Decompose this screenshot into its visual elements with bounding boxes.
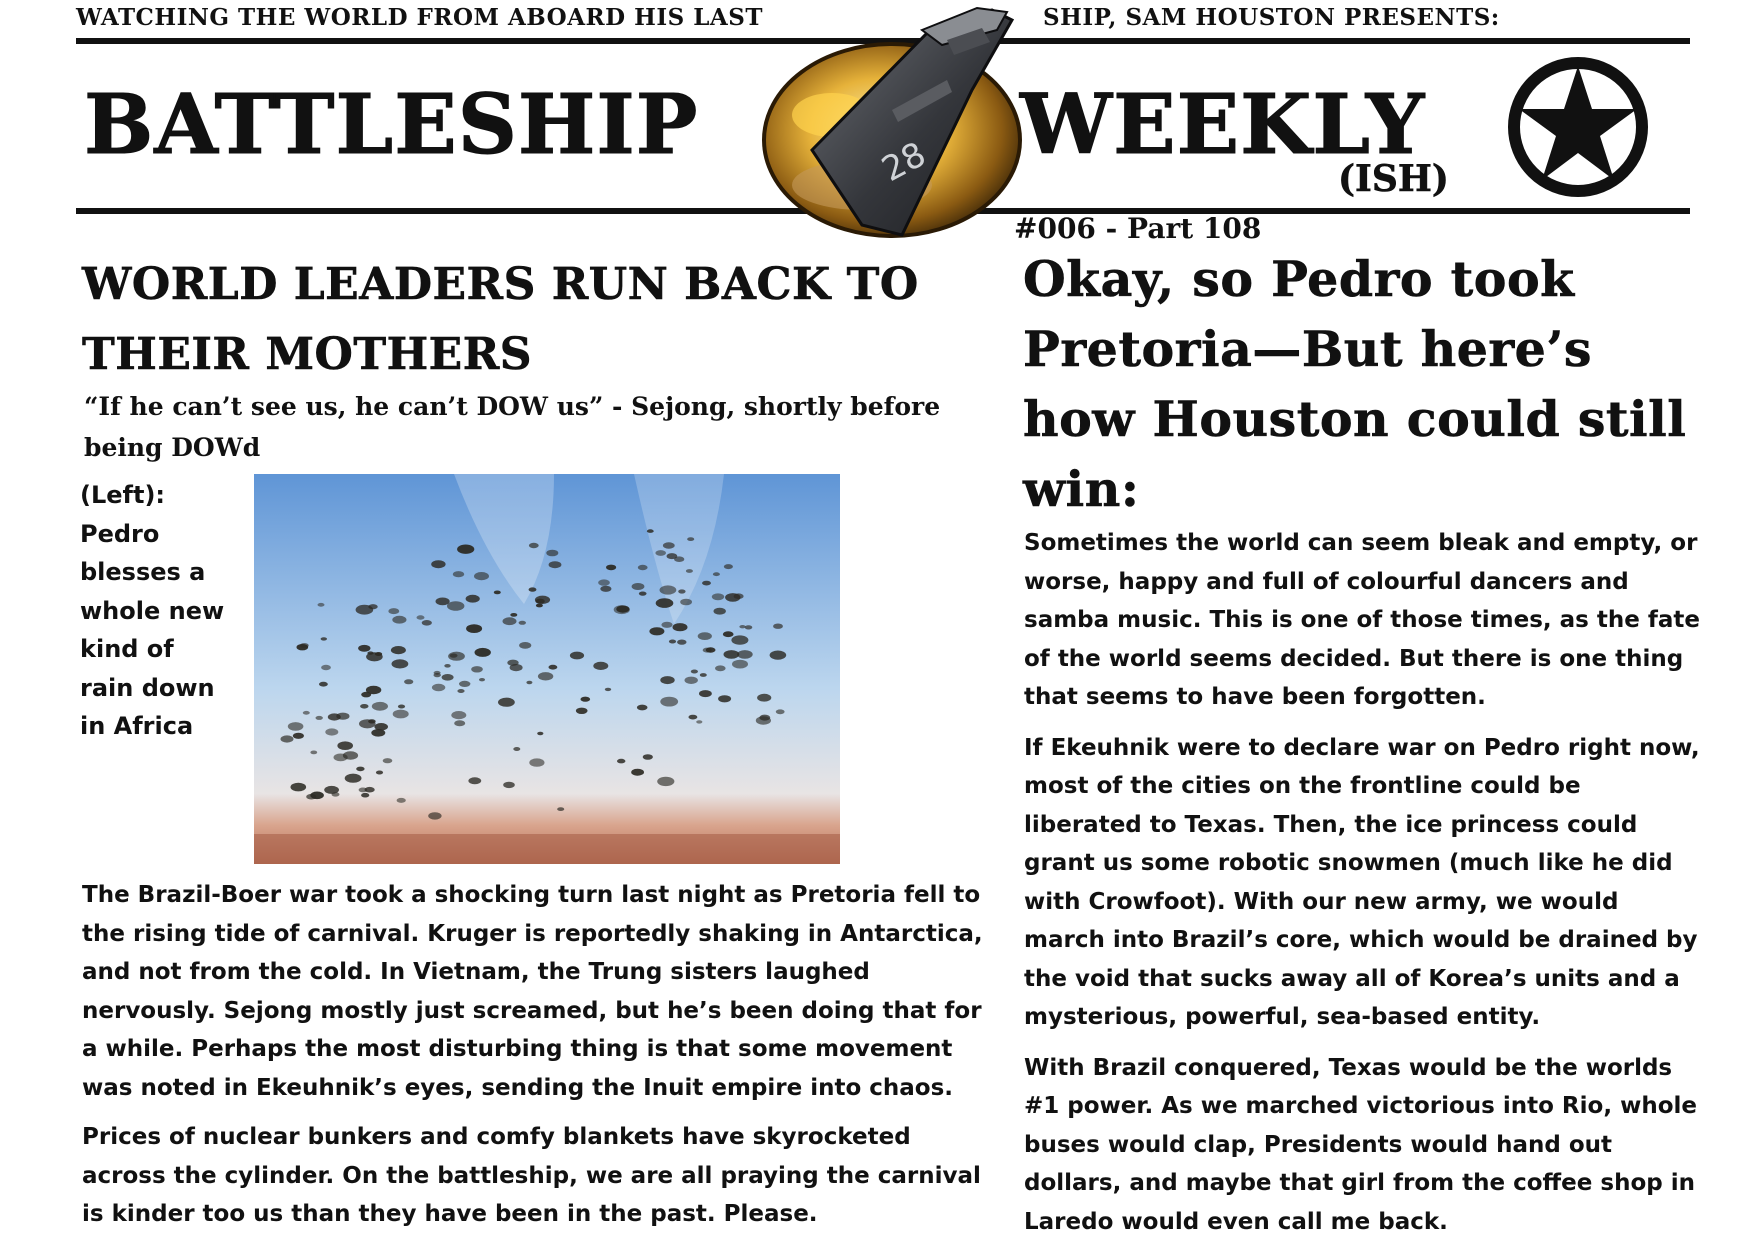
parachute (356, 605, 374, 615)
parachute (734, 593, 744, 599)
parachute (549, 561, 562, 568)
parachute (332, 792, 340, 796)
parachute (356, 767, 364, 772)
parachute (442, 674, 454, 681)
parachute (699, 690, 712, 697)
parachute (388, 608, 399, 614)
photo-caption: (Left): Pedro blesses a whole new kind of rain down in Africa (80, 481, 225, 740)
parachute (655, 550, 666, 556)
parachute (431, 560, 445, 568)
battleship-logo (742, 0, 1042, 242)
parachute (631, 769, 644, 776)
right-headline: Okay, so Pedro took Pretoria—But here’s how Houston could still win: (1023, 250, 1687, 518)
parachute (519, 621, 526, 625)
right-paragraph-1: Sometimes the world can seem bleak and empty, or worse, happy and full of colourful dancers and samba music. This is one of those times, as the fate of the world seems decided. But there is one thing that seems to have been forgotten. (1024, 530, 1700, 710)
left-headline: WORLD LEADERS RUN BACK TO THEIR MOTHERS (82, 259, 919, 380)
masthead-title-right: WEEKLY (1020, 77, 1426, 173)
parachute (383, 758, 393, 763)
parachute (700, 673, 707, 677)
parachute (468, 777, 481, 784)
parachute (422, 620, 432, 626)
parachute (466, 595, 480, 603)
parachute (600, 586, 611, 592)
parachute (288, 722, 304, 731)
parachute (503, 617, 517, 625)
parachute (687, 537, 694, 541)
parachute (417, 615, 425, 619)
parachute (281, 735, 294, 742)
parachute (616, 606, 629, 613)
parachute (656, 598, 674, 608)
parachute (459, 681, 470, 687)
parachute (713, 572, 720, 576)
parachute (770, 651, 787, 660)
parachute (724, 650, 740, 659)
parachute (576, 708, 588, 714)
parachute (660, 697, 678, 707)
parachute (444, 664, 450, 668)
right-paragraph-2: If Ekeuhnik were to declare war on Pedro right now, most of the cities on the frontline could be liberated to Texas. Then, the ice princess could grant us some robotic snowmen (much like he did with Crowfoot). With our new army, we would march into Brazil’s core, which would be drained by the void that sucks away all of Korea’s units and a mysterious, powerful, sea-based entity. (1024, 734, 1700, 1030)
parachute (680, 599, 692, 606)
parachute (321, 637, 327, 640)
parachute (526, 681, 532, 684)
parachute (310, 792, 324, 800)
parachute (319, 682, 328, 687)
parachute (732, 660, 748, 669)
parachute (503, 782, 515, 788)
parachute (773, 624, 783, 629)
parachute (494, 591, 501, 595)
tagline-left: WATCHING THE WORLD FROM ABOARD HIS LAST (76, 4, 763, 31)
tagline-right: SHIP, SAM HOUSTON PRESENTS: (1043, 4, 1500, 31)
parachute (361, 793, 369, 798)
parachute (529, 758, 544, 766)
parachute (549, 665, 558, 670)
parachute (450, 654, 458, 658)
parachute (632, 583, 645, 590)
parachute (457, 689, 464, 693)
parachute (310, 751, 317, 755)
parachute (649, 627, 664, 635)
issue-number: #006 - Part 108 (1014, 212, 1262, 245)
left-article-body (82, 876, 1002, 1245)
parachute (757, 694, 771, 702)
parachute (776, 709, 785, 714)
parachute (570, 652, 584, 660)
parachute (366, 652, 383, 661)
star-in-circle-icon (1503, 52, 1653, 202)
parachute (519, 642, 531, 649)
parachute (686, 569, 693, 573)
parachute (466, 624, 482, 633)
parachute (678, 589, 685, 593)
parachute (293, 733, 304, 739)
parachute (454, 720, 465, 726)
parachute (321, 665, 331, 670)
parachute (702, 581, 711, 586)
parachute (674, 556, 684, 562)
parachute (358, 645, 370, 652)
parachute (639, 592, 647, 596)
parachute (392, 616, 406, 624)
parachute (685, 677, 698, 684)
parachute (712, 593, 724, 600)
parachute (698, 632, 712, 640)
parachute (345, 774, 362, 783)
parachute (737, 650, 753, 659)
parachute (718, 695, 731, 702)
parachute (714, 608, 726, 615)
parachute (689, 715, 698, 720)
parachute (606, 565, 616, 571)
parachute (661, 622, 672, 628)
parachute (359, 788, 368, 793)
parachute (745, 625, 753, 629)
parachute (451, 711, 466, 719)
parachute (434, 673, 441, 677)
parachute (677, 640, 686, 645)
parachute (538, 672, 553, 680)
parachute (535, 596, 550, 604)
parachute (536, 604, 543, 608)
parachute (715, 665, 726, 671)
parachute (479, 678, 485, 681)
parachute (598, 579, 610, 585)
parachute (637, 705, 648, 711)
parachute (498, 698, 515, 707)
parachute (529, 543, 539, 548)
parachute (457, 545, 474, 554)
parachute (660, 676, 674, 684)
parachute (366, 686, 381, 694)
parachute (471, 666, 483, 672)
parachute (475, 648, 491, 657)
parachute (337, 741, 353, 750)
parachute (605, 688, 611, 691)
parachute (291, 783, 307, 792)
parachute (343, 751, 358, 759)
parachute (303, 711, 310, 715)
parachute (669, 640, 676, 644)
parachute (546, 550, 558, 557)
right-paragraph-3: With Brazil conquered, Texas would be the worlds #1 power. As we marched victorious into Rio, whole buses would clap, Presidents would hand out dollars, and maybe that girl from the coffee shop in Laredo would even call me back. (1024, 1054, 1697, 1235)
parachute (537, 732, 543, 735)
parachute (638, 565, 648, 570)
parachute (436, 598, 450, 606)
masthead-title-left: BATTLESHIP (84, 77, 699, 173)
parachute (297, 644, 309, 650)
parachute (453, 571, 464, 577)
parachute (643, 754, 653, 760)
parachute (510, 613, 517, 617)
parachute (447, 601, 464, 611)
parachute (376, 771, 383, 775)
parachute (372, 702, 388, 711)
parachute (360, 704, 368, 709)
parachute (391, 646, 406, 654)
parachute (318, 603, 325, 607)
parachute (513, 747, 520, 751)
parachute (393, 710, 409, 719)
parachute (739, 625, 745, 628)
parachute (328, 713, 341, 720)
masthead-title-suffix: (ISH) (1338, 158, 1449, 200)
parachute (663, 542, 675, 548)
parachute (759, 715, 770, 721)
parachute (691, 670, 698, 674)
parachute (392, 659, 409, 668)
parachute (617, 759, 625, 764)
parachute (474, 572, 489, 580)
parachute (673, 623, 688, 631)
parachute (397, 798, 406, 803)
parachute (657, 777, 674, 786)
parachute (647, 529, 654, 533)
left-paragraph-2: Prices of nuclear bunkers and comfy blankets have skyrocketed across the cylinder. On the battleship, we are all praying the carnival is kinder too us than they have been in the past. Please. (82, 1124, 981, 1227)
parachute (510, 664, 523, 671)
ship-hull-number: 28 (875, 134, 933, 190)
paratroopers-photo (254, 474, 840, 864)
parachute (371, 729, 385, 737)
right-article-body (1024, 524, 1704, 1253)
parachute (368, 719, 376, 723)
parachute (432, 684, 445, 691)
parachute (325, 728, 338, 735)
parachute (581, 697, 591, 702)
parachute (557, 807, 564, 811)
parachute (404, 679, 413, 684)
left-pull-quote: “If he can’t see us, he can’t DOW us” - Sejong, shortly before being DOWd (84, 392, 941, 462)
parachute (593, 662, 608, 670)
parachute (723, 631, 734, 637)
parachute (529, 587, 537, 591)
parachute (724, 564, 733, 569)
parachute (428, 812, 441, 819)
parachute (316, 716, 323, 720)
parachute (703, 648, 712, 653)
parachute (731, 635, 748, 644)
left-paragraph-1: The Brazil-Boer war took a shocking turn last night as Pretoria fell to the rising tide of carnival. Kruger is reportedly shaking in Antarctica, and not from the cold. In Vietnam, the Trung sisters laughed nervously. Sejong mostly just screamed, but he’s been doing that for a while. Perhaps the most disturbing thing is that some movement was noted in Ekeuhnik’s eyes, sending the Inuit empire into chaos. (82, 882, 983, 1101)
parachute (696, 720, 702, 723)
parachute (660, 585, 677, 594)
parachute (398, 705, 405, 709)
